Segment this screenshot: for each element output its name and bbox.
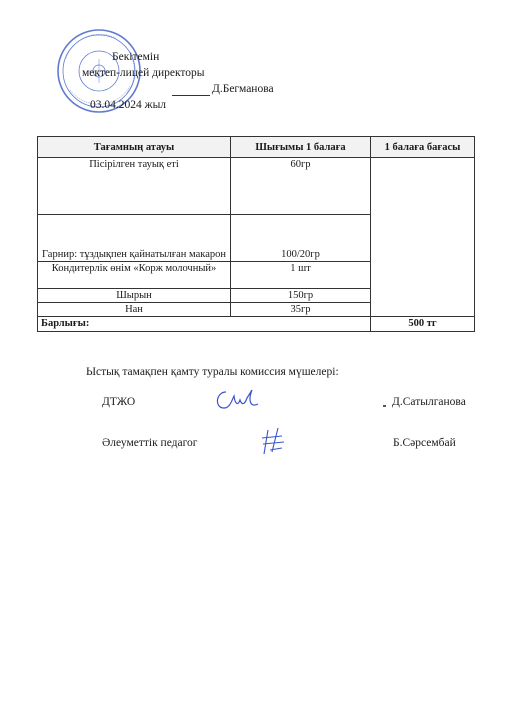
commission-title: Ыстық тамақпен қамту туралы комиссия мүшелері:: [86, 366, 339, 378]
member-role: ДТЖО: [102, 396, 136, 408]
approval-date: 03.04.2024 жыл: [90, 99, 167, 111]
dish-portion: 35гр: [231, 303, 371, 317]
director-name: Д.Бегманова: [212, 83, 274, 95]
dish-portion: 150гр: [231, 289, 371, 303]
total-row: [38, 317, 475, 332]
approval-title: Бекітемін: [112, 51, 160, 63]
member-name: Д.Сатылганова: [392, 396, 466, 408]
menu-table: [37, 136, 475, 332]
total-value: 500 тг: [371, 317, 475, 332]
price-cell: [371, 158, 475, 317]
header-portion: Шығымы 1 балаға: [231, 137, 371, 158]
dish-portion: 100/20гр: [231, 215, 371, 262]
signature-2: [260, 426, 286, 456]
table-header-row: [38, 137, 475, 158]
header-dish-name: Тағамның атауы: [38, 137, 231, 158]
dish-portion: 1 шт: [231, 262, 371, 289]
dish-name: Пісірілген тауық еті: [38, 158, 231, 215]
dish-name: Гарнир: тұздықпен қайнатылған макарон: [38, 215, 231, 262]
director-role: мектеп-лицей директоры: [82, 67, 205, 79]
dish-portion: 60гр: [231, 158, 371, 215]
header-price: 1 балаға бағасы: [371, 137, 475, 158]
total-label: Барлығы:: [38, 317, 371, 332]
dish-name: Нан: [38, 303, 231, 317]
signature-1: [212, 386, 262, 414]
dish-name: Шырын: [38, 289, 231, 303]
director-signature-line: [172, 95, 210, 96]
table-row: [38, 158, 475, 215]
dish-name: Кондитерлік өнім «Корж молочный»: [38, 262, 231, 289]
member-name: Б.Сәрсембай: [393, 437, 456, 449]
signature-dot: [383, 405, 386, 407]
member-role: Әлеуметтік педагог: [102, 437, 198, 449]
